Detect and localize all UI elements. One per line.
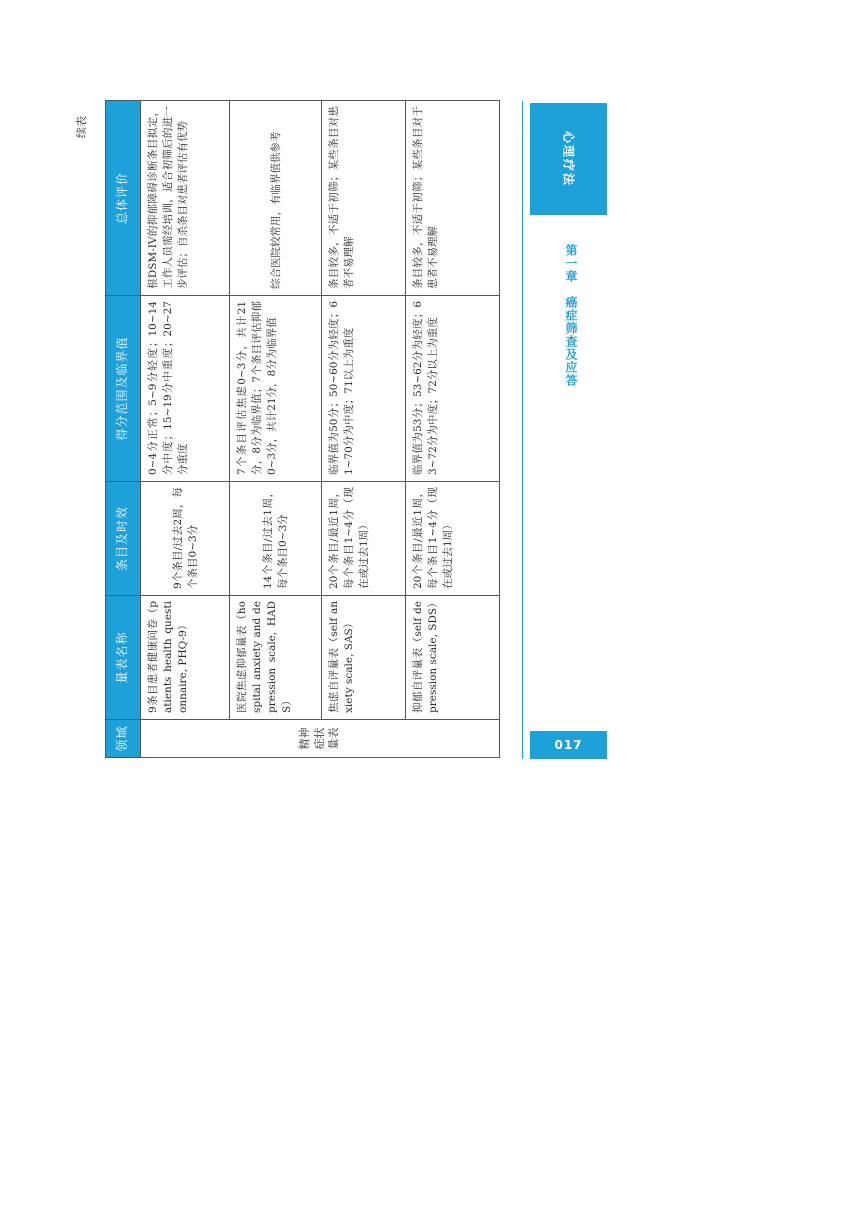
score-cell: 7个条目评估焦虑0~3分，共计21分，8分为临界值；7个条目评估抑郁0~3分，共计21分，8分为临界值	[230, 296, 322, 482]
evaluation-cell: 条目较多，不适于初筛；某些条目对患者不易理解	[322, 101, 406, 296]
chapter-title: 第一章 癌症筛查及应答	[564, 244, 578, 387]
score-cell: 0~4分正常；5~9分轻度；10~14分中度；15~19分中重度；20~27分重度	[141, 296, 230, 482]
items-cell: 9个条目/过去2周，每个条目0~3分	[141, 482, 230, 596]
header-scale-name: 量表名称	[106, 596, 141, 720]
evaluation-cell: 根DSM-IV的抑郁障碍诊断条目拟定，工作人员需经培训，适合初筛后的进一步评估；自杀条目对患者评估有优势	[141, 101, 230, 296]
header-evaluation: 总体评价	[106, 101, 141, 296]
section-tab	[530, 103, 607, 215]
scale-name-cell: 焦虑自评量表（self anxiety scale, SAS）	[322, 596, 406, 720]
table-row	[406, 101, 500, 758]
scale-name-cell: 医院焦虑抑郁量表（hospital anxiety and depression scale, HADS）	[230, 596, 322, 720]
header-domain: 领域	[106, 720, 141, 758]
domain-cell	[141, 720, 500, 758]
items-cell: 14个条目/过去1周，每个条目0~3分	[230, 482, 322, 596]
table-row	[322, 101, 406, 758]
evaluation-cell: 综合医院较常用，有临界值供参考	[230, 101, 322, 296]
header-items-timeframe: 条目及时效	[106, 482, 141, 596]
table-header-row	[106, 101, 141, 758]
table-row	[141, 101, 230, 758]
page-number-tab	[530, 731, 607, 759]
table-row	[230, 101, 322, 758]
section-label: 心理疗法	[561, 130, 575, 188]
page-number: 017	[554, 738, 583, 752]
score-cell: 临界值为50分；50~60分为轻度；61~70分为中度；71以上为重度	[322, 296, 406, 482]
continued-label: 续表	[75, 116, 88, 138]
evaluation-cell: 条目较多，不适于初筛；某些条目对于患者不易理解	[406, 101, 500, 296]
scale-table-container	[105, 101, 498, 758]
items-cell: 20个条目/最近1周，每个条目1~4分（现在或过去1周）	[322, 482, 406, 596]
scale-table	[105, 100, 500, 758]
scale-name-cell: 9条目患者健康问卷（patients health questionnaire, PHQ-9）	[141, 596, 230, 720]
items-cell: 20个条目/最近1周，每个条目1~4分（现在或过去1周）	[406, 482, 500, 596]
domain-label: 精神症状量表	[298, 727, 340, 750]
margin-divider	[522, 101, 523, 759]
header-score-range: 得分范围及临界值	[106, 296, 141, 482]
scale-name-cell: 抑郁自评量表（self depression scale, SDS）	[406, 596, 500, 720]
score-cell: 临界值为53分；53~62分为轻度；63~72分为中度；72分以上为重度	[406, 296, 500, 482]
